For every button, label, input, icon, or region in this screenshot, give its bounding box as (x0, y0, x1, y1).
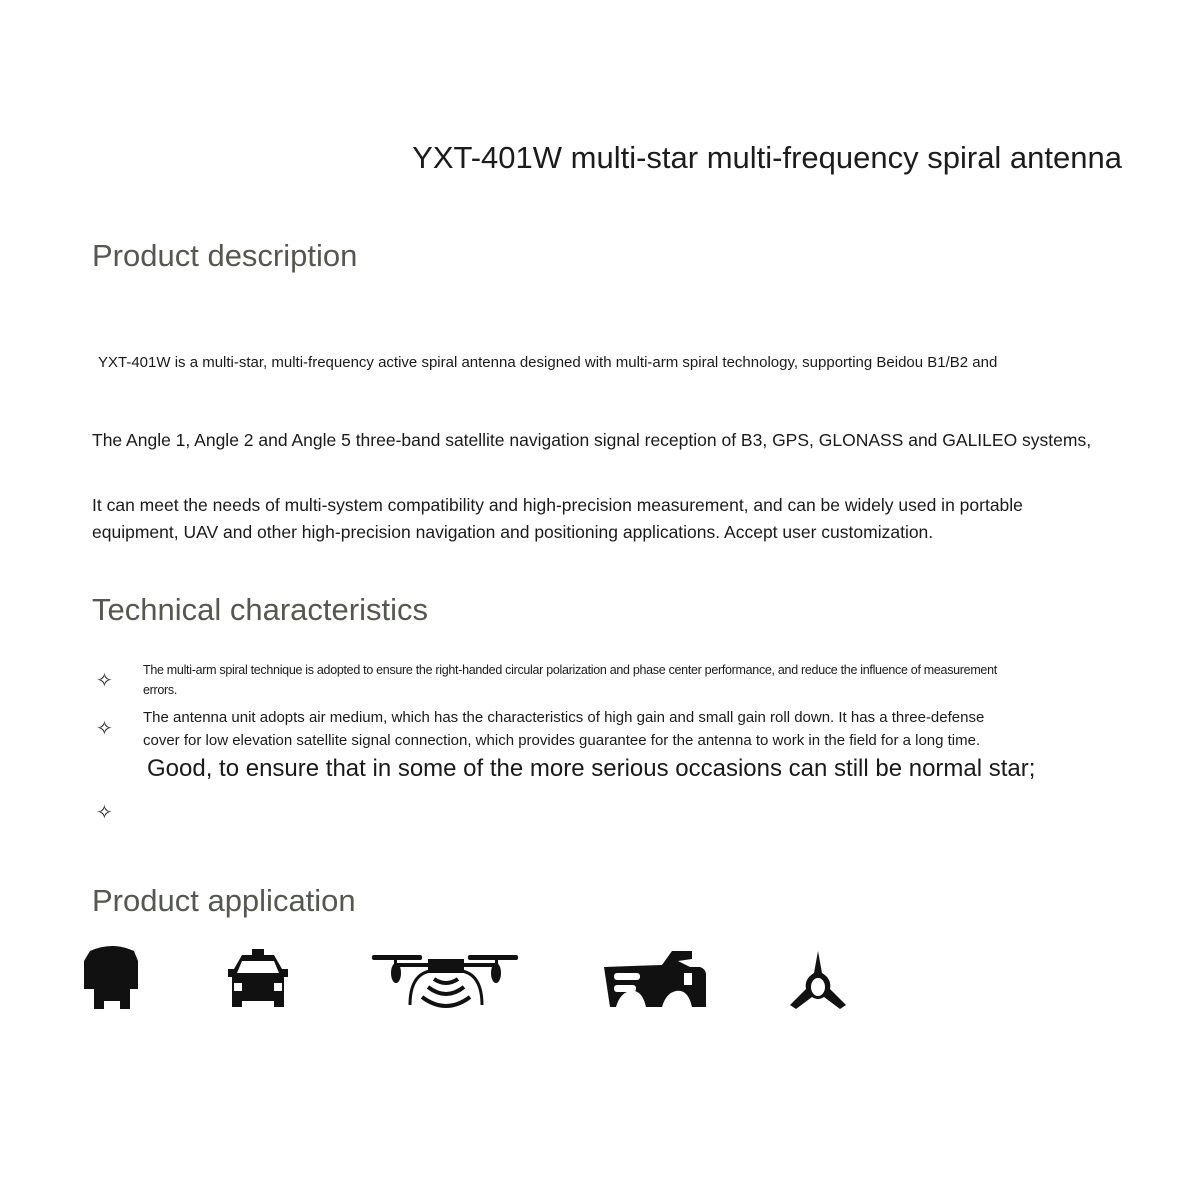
bullet-line: cover for low elevation satellite signal connection, which provides guarantee for the antenna to work in the field for a long time. (143, 732, 981, 749)
four-point-star-icon: ✧ (96, 670, 113, 692)
page-title: YXT-401W multi-star multi-frequency spiral antenna (412, 140, 1122, 175)
section-heading-application: Product application (92, 883, 356, 918)
bullet-item (143, 660, 997, 700)
description-line: equipment, UAV and other high-precision navigation and positioning applications. Accept user customization. (92, 522, 934, 542)
bullet-item: Good, to ensure that in some of the more serious occasions can still be normal star; (147, 755, 1036, 782)
bullet-line: The antenna unit adopts air medium, which has the characteristics of high gain and small gain roll down. It has a three-defense (143, 709, 985, 726)
section-heading-technical: Technical characteristics (92, 592, 428, 627)
taxi-icon (222, 945, 294, 1013)
four-point-star-icon: ✧ (96, 718, 113, 740)
bullet-line: The multi-arm spiral technique is adopted to ensure the right-handed circular polarization and phase center performance, and reduce the influence of measurement (143, 663, 997, 677)
section-heading-description: Product description (92, 238, 358, 273)
bullet-line: errors. (143, 683, 178, 697)
truck-front-icon (80, 945, 144, 1013)
drone-icon (370, 945, 522, 1013)
description-line: It can meet the needs of multi-system compatibility and high-precision measurement, and can be widely used in portable (92, 495, 1023, 515)
description-paragraph: YXT-401W is a multi-star, multi-frequency active spiral antenna designed with multi-arm spiral technology, supporting Beidou B1/B2 and (98, 354, 998, 371)
survey-vehicle-icon (600, 945, 710, 1013)
bullet-item (143, 706, 984, 752)
description-paragraph: The Angle 1, Angle 2 and Angle 5 three-band satellite navigation signal reception of B3, GPS, GLONASS and GALILEO systems, (92, 430, 1092, 450)
four-point-star-icon: ✧ (96, 802, 113, 824)
description-paragraph (92, 492, 1023, 546)
tripod-icon (788, 945, 848, 1013)
